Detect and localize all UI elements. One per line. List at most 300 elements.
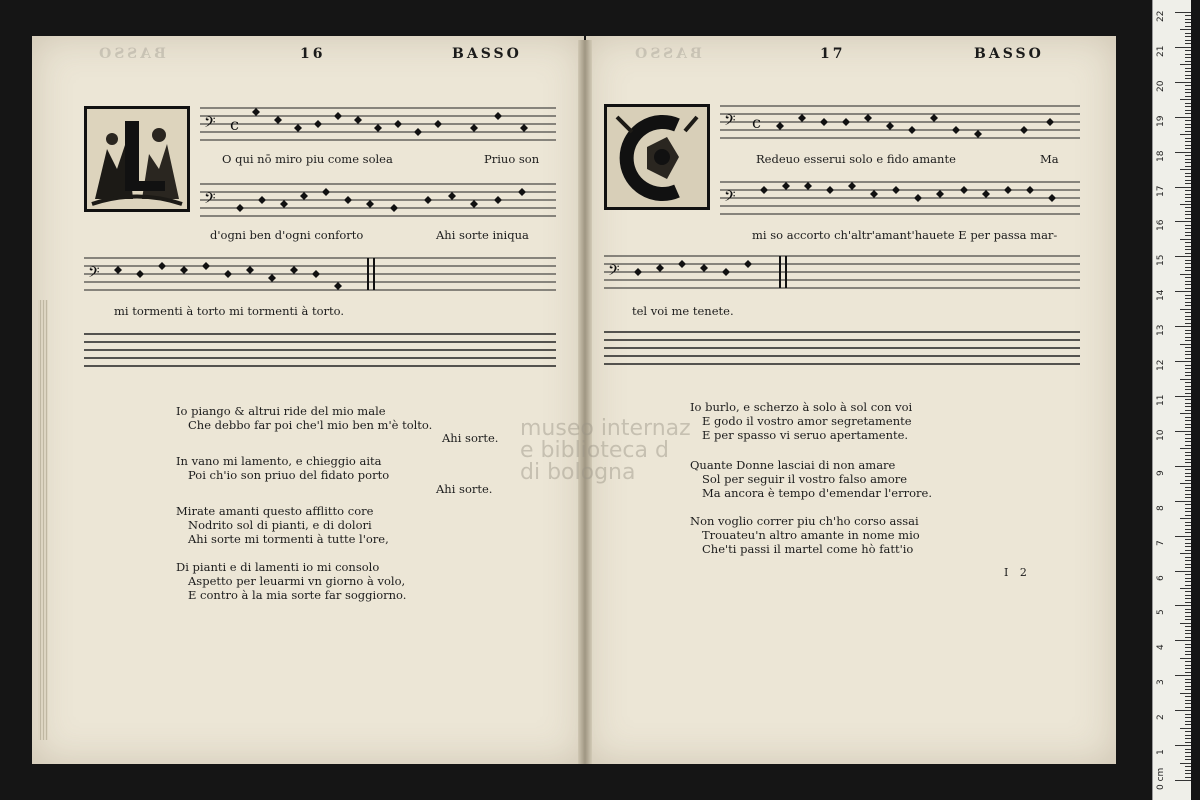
verse-line: Che debbo far poi che'l mio ben m'è tolto.: [188, 418, 433, 432]
museum-watermark: museo internaz e biblioteca d di bologna: [520, 416, 691, 485]
right-part-label: BASSO: [974, 46, 1044, 62]
ruler-tick: [1185, 672, 1191, 673]
ruler-tick: [1185, 612, 1191, 613]
svg-text:𝄢: 𝄢: [88, 264, 100, 285]
ruler-tick: [1185, 490, 1191, 491]
ruler-tick: [1185, 393, 1191, 394]
ruler-tick: [1180, 763, 1191, 764]
ruler-tick: [1185, 724, 1191, 725]
signature-mark: I 2: [1004, 566, 1031, 579]
ruler-tick: [1185, 564, 1191, 565]
ruler-tick: [1185, 731, 1191, 732]
woodcut-initial-c: [604, 104, 710, 210]
ruler-label: 10: [1156, 429, 1166, 441]
left-part-label: BASSO: [452, 46, 522, 62]
ruler-tick: [1185, 689, 1191, 690]
bleed-through-header-right: BASSO: [632, 46, 702, 62]
ruler-label: 2: [1156, 714, 1166, 721]
ruler-tick: [1175, 221, 1191, 222]
verse-line: Di pianti e di lamenti io mi consolo: [176, 560, 380, 574]
music-staff: [720, 102, 1080, 142]
ruler-tick: [1185, 96, 1191, 97]
ruler-label: 13: [1156, 324, 1166, 337]
ruler-tick: [1185, 180, 1191, 181]
ruler-tick: [1185, 679, 1191, 680]
ruler-tick: [1185, 508, 1191, 509]
svg-text:c: c: [230, 115, 239, 134]
ruler-tick: [1180, 344, 1191, 345]
ruler-tick: [1185, 71, 1191, 72]
music-staff: [720, 178, 1080, 218]
verse-refrain: Ahi sorte.: [436, 482, 493, 496]
ruler-tick: [1185, 742, 1191, 743]
ruler-tick: [1185, 113, 1191, 114]
ruler-label: 16: [1156, 220, 1166, 232]
ruler-tick: [1185, 15, 1191, 16]
ruler-label: 6: [1156, 574, 1166, 581]
ruler-tick: [1180, 658, 1191, 659]
ruler-tick: [1185, 141, 1191, 142]
verse-stanza: [690, 400, 912, 442]
verse-line: Poi ch'io son priuo del fidato porto: [188, 468, 390, 482]
ruler-tick: [1185, 127, 1191, 128]
ruler-tick: [1185, 721, 1191, 722]
ruler-tick: [1175, 431, 1191, 432]
ruler-tick: [1185, 40, 1191, 41]
ruler-tick: [1185, 717, 1191, 718]
verse-line: Io burlo, e scherzo à solo à sol con voi: [690, 400, 913, 414]
ruler-tick: [1185, 462, 1191, 463]
ruler-tick: [1185, 665, 1191, 666]
ruler-tick: [1185, 173, 1191, 174]
ruler-label: 19: [1156, 115, 1166, 127]
ruler-tick: [1180, 518, 1191, 519]
ruler-tick: [1185, 298, 1191, 299]
svg-text:𝄢: 𝄢: [608, 262, 620, 283]
ruler-label: 3: [1156, 679, 1166, 686]
ruler-label: 8: [1156, 504, 1166, 511]
ruler-tick: [1185, 43, 1191, 44]
ruler-tick: [1185, 459, 1191, 460]
ruler-tick: [1185, 752, 1191, 753]
ruler-tick: [1185, 232, 1191, 233]
right-page-number: 17: [820, 46, 846, 62]
ruler-tick: [1185, 330, 1191, 331]
ruler-tick: [1185, 183, 1191, 184]
ruler-tick: [1185, 347, 1191, 348]
ruler-tick: [1185, 312, 1191, 313]
ruler-tick: [1185, 228, 1191, 229]
ruler-tick: [1185, 351, 1191, 352]
verse-line: E godo il vostro amor segretamente: [702, 414, 912, 428]
lyric-line: tel voi me tenete.: [632, 304, 734, 318]
ruler-tick: [1175, 536, 1191, 537]
ruler-tick: [1185, 85, 1191, 86]
lyric-line: Ahi sorte iniqua: [436, 228, 529, 242]
ruler-tick: [1185, 148, 1191, 149]
ruler-tick: [1185, 365, 1191, 366]
ruler-tick: [1185, 550, 1191, 551]
verse-line: E per spasso vi seruo apertamente.: [702, 428, 909, 442]
music-staff: [604, 252, 1080, 292]
ruler-tick: [1185, 686, 1191, 687]
verse-line: Mirate amanti questo afflitto core: [176, 504, 374, 518]
book-gutter: [578, 40, 592, 764]
ruler-tick: [1185, 92, 1191, 93]
ruler-tick: [1185, 410, 1191, 411]
ruler-tick: [1185, 211, 1191, 212]
page-edges: [38, 300, 48, 740]
ruler-tick: [1185, 633, 1191, 634]
ruler-label: 14: [1156, 289, 1166, 302]
ruler-tick: [1185, 735, 1191, 736]
ruler-tick: [1185, 103, 1191, 104]
ruler-tick: [1185, 455, 1191, 456]
measuring-ruler: [1152, 0, 1191, 800]
ruler-tick: [1185, 651, 1191, 652]
ruler-tick: [1185, 288, 1191, 289]
ruler-tick: [1180, 379, 1191, 380]
ruler-tick: [1185, 560, 1191, 561]
ruler-tick: [1180, 413, 1191, 414]
ruler-tick: [1185, 532, 1191, 533]
ruler-tick: [1185, 323, 1191, 324]
staff-notation: [604, 252, 1080, 292]
ruler-tick: [1185, 389, 1191, 390]
ruler-tick: [1185, 543, 1191, 544]
ruler-tick: [1185, 375, 1191, 376]
ruler-tick: [1185, 218, 1191, 219]
ruler-tick: [1185, 480, 1191, 481]
left-page-number: 16: [300, 46, 326, 62]
ruler-tick: [1175, 640, 1191, 641]
svg-text:𝄢: 𝄢: [204, 190, 216, 211]
verse-line: Che'ti passi il martel come hò fatt'io: [702, 542, 914, 556]
svg-text:c: c: [752, 113, 761, 132]
ruler-tick: [1185, 619, 1191, 620]
music-staff: [200, 104, 556, 144]
ruler-tick: [1185, 281, 1191, 282]
ruler-tick: [1180, 169, 1191, 170]
ruler-tick: [1185, 602, 1191, 603]
ruler-tick: [1185, 424, 1191, 425]
ruler-tick: [1185, 578, 1191, 579]
verse-line: Ahi sorte mi tormenti à tutte l'ore,: [188, 532, 389, 546]
ruler-tick: [1175, 605, 1191, 606]
lyric-line: Redeuo esserui solo e fido amante: [756, 152, 956, 166]
ruler-tick: [1185, 403, 1191, 404]
ruler-tick: [1185, 33, 1191, 34]
ruler-label: 11: [1156, 394, 1166, 406]
lyric-line: d'ogni ben d'ogni conforto: [210, 228, 364, 242]
verse-line: Nodrito sol di pianti, e di dolori: [188, 518, 372, 532]
ruler-tick: [1185, 406, 1191, 407]
ruler-tick: [1185, 644, 1191, 645]
ruler-tick: [1185, 340, 1191, 341]
ruler-tick: [1185, 581, 1191, 582]
music-staff: [200, 180, 556, 220]
ruler-tick: [1185, 131, 1191, 132]
ruler-label: 7: [1156, 539, 1166, 546]
empty-staff: [84, 330, 556, 370]
ruler-tick: [1185, 319, 1191, 320]
ruler-tick: [1180, 693, 1191, 694]
ruler-tick: [1185, 386, 1191, 387]
woodcut-initial-l: [84, 106, 190, 212]
ruler-tick: [1185, 714, 1191, 715]
ruler-tick: [1180, 274, 1191, 275]
ruler-tick: [1185, 155, 1191, 156]
ruler-tick: [1185, 68, 1191, 69]
ruler-tick: [1185, 263, 1191, 264]
lyric-line: mi tormenti à torto mi tormenti à torto.: [114, 304, 345, 318]
ruler-tick: [1175, 710, 1191, 711]
ruler-label: 9: [1156, 470, 1166, 476]
ruler-tick: [1185, 358, 1191, 359]
ruler-tick: [1180, 134, 1191, 135]
ruler-label: 18: [1156, 150, 1166, 162]
staff-notation: [200, 104, 556, 144]
verse-line: Trouateu'n altro amante in nome mio: [702, 528, 920, 542]
music-staff: [84, 254, 556, 294]
empty-staff: [604, 328, 1080, 368]
ruler-tick: [1185, 511, 1191, 512]
ruler-tick: [1175, 780, 1191, 781]
svg-text:𝄢: 𝄢: [724, 112, 736, 133]
ruler-tick: [1185, 756, 1191, 757]
ruler-tick: [1175, 12, 1191, 13]
ruler-tick: [1185, 214, 1191, 215]
verse-line: Io piango & altrui ride del mio male: [176, 404, 386, 418]
verse-stanza: [690, 514, 920, 556]
ruler-tick: [1185, 106, 1191, 107]
ruler-tick: [1175, 361, 1191, 362]
ruler-tick: [1180, 483, 1191, 484]
ruler-tick: [1185, 316, 1191, 317]
ruler-tick: [1185, 682, 1191, 683]
verse-line: Aspetto per leuarmi vn giorno à volo,: [188, 574, 406, 588]
ruler-tick: [1180, 623, 1191, 624]
ruler-tick: [1185, 260, 1191, 261]
ruler-tick: [1185, 235, 1191, 236]
ruler-tick: [1185, 529, 1191, 530]
ruler-tick: [1185, 162, 1191, 163]
verse-line: Sol per seguir il vostro falso amore: [702, 472, 908, 486]
ruler-tick: [1180, 728, 1191, 729]
ruler-tick: [1185, 494, 1191, 495]
ruler-tick: [1185, 427, 1191, 428]
ruler-tick: [1185, 703, 1191, 704]
ruler-tick: [1185, 626, 1191, 627]
verse-line: Quante Donne lasciai di non amare: [690, 458, 896, 472]
ruler-tick: [1185, 630, 1191, 631]
verse-line: Ma ancora è tempo d'emendar l'errore.: [702, 486, 932, 500]
ruler-tick: [1185, 766, 1191, 767]
ruler-tick: [1175, 326, 1191, 327]
ruler-tick: [1175, 47, 1191, 48]
verse-stanza: [176, 454, 389, 482]
ruler-tick: [1180, 588, 1191, 589]
ruler-tick: [1185, 337, 1191, 338]
ruler-tick: [1185, 441, 1191, 442]
ruler-tick: [1185, 668, 1191, 669]
ruler-tick: [1185, 249, 1191, 250]
ruler-tick: [1185, 469, 1191, 470]
ruler-tick: [1175, 501, 1191, 502]
ruler-tick: [1185, 75, 1191, 76]
ruler-tick: [1185, 522, 1191, 523]
ruler-tick: [1185, 585, 1191, 586]
ruler-tick: [1180, 448, 1191, 449]
ruler-tick: [1185, 145, 1191, 146]
staff-notation: [720, 102, 1080, 142]
ruler-tick: [1185, 176, 1191, 177]
ruler-tick: [1185, 368, 1191, 369]
ruler-tick: [1175, 675, 1191, 676]
ruler-tick: [1185, 138, 1191, 139]
ruler-tick: [1185, 89, 1191, 90]
ruler-tick: [1185, 476, 1191, 477]
ruler-label: 4: [1156, 644, 1166, 651]
ruler-tick: [1185, 50, 1191, 51]
ruler-tick: [1175, 571, 1191, 572]
ruler-tick: [1185, 661, 1191, 662]
ruler-tick: [1175, 745, 1191, 746]
ruler-tick: [1185, 417, 1191, 418]
ruler-tick: [1185, 354, 1191, 355]
ruler-tick: [1185, 707, 1191, 708]
ruler-tick: [1185, 515, 1191, 516]
ruler-tick: [1185, 61, 1191, 62]
ruler-tick: [1175, 82, 1191, 83]
ruler-tick: [1185, 738, 1191, 739]
ruler-tick: [1185, 445, 1191, 446]
ruler-tick: [1185, 487, 1191, 488]
ruler-tick: [1185, 438, 1191, 439]
ruler-tick: [1185, 574, 1191, 575]
ruler-tick: [1185, 773, 1191, 774]
ruler-tick: [1185, 637, 1191, 638]
ruler-tick: [1185, 207, 1191, 208]
ruler-tick: [1185, 120, 1191, 121]
verse-stanza: [176, 560, 406, 602]
ruler-tick: [1185, 159, 1191, 160]
ruler-tick: [1185, 19, 1191, 20]
ruler-tick: [1185, 267, 1191, 268]
ruler-tick: [1175, 396, 1191, 397]
ruler-tick: [1185, 497, 1191, 498]
ruler-tick: [1185, 696, 1191, 697]
ruler-tick: [1185, 525, 1191, 526]
ruler-tick: [1185, 452, 1191, 453]
verse-stanza: [690, 458, 932, 500]
ruler-tick: [1185, 420, 1191, 421]
ruler-tick: [1185, 295, 1191, 296]
ruler-tick: [1185, 557, 1191, 558]
ruler-tick: [1175, 466, 1191, 467]
ruler-tick: [1185, 166, 1191, 167]
ruler-label: 12: [1156, 359, 1166, 372]
ruler-tick: [1185, 253, 1191, 254]
ruler-label: 5: [1156, 609, 1166, 616]
ruler-tick: [1185, 225, 1191, 226]
ruler-tick: [1185, 504, 1191, 505]
ruler-tick: [1185, 777, 1191, 778]
ruler-tick: [1185, 110, 1191, 111]
svg-text:𝄢: 𝄢: [724, 188, 736, 209]
verse-line: E contro à la mia sorte far soggiorno.: [188, 588, 407, 602]
lyric-line: mi so accorto ch'altr'amant'hauete E per passa mar-: [752, 228, 1058, 242]
ruler-tick: [1185, 22, 1191, 23]
ruler-label: 17: [1156, 185, 1166, 197]
ruler-tick: [1185, 770, 1191, 771]
ruler-tick: [1185, 284, 1191, 285]
ruler-label: 15: [1156, 254, 1166, 267]
ruler-tick: [1185, 302, 1191, 303]
ruler-tick: [1180, 239, 1191, 240]
lyric-line: Priuo son: [484, 152, 540, 166]
ruler-tick: [1185, 57, 1191, 58]
ruler-tick: [1185, 399, 1191, 400]
ruler-label: 0 cm: [1156, 767, 1166, 790]
ruler-tick: [1180, 29, 1191, 30]
ruler-tick: [1185, 194, 1191, 195]
verse-stanza: [176, 504, 389, 546]
ruler-tick: [1185, 333, 1191, 334]
ruler-tick: [1185, 567, 1191, 568]
ruler-tick: [1185, 700, 1191, 701]
staff-notation: [84, 254, 556, 294]
ruler-tick: [1185, 382, 1191, 383]
ruler-tick: [1185, 242, 1191, 243]
ruler-tick: [1185, 591, 1191, 592]
ruler-tick: [1185, 246, 1191, 247]
verse-line: Non voglio correr piu ch'ho corso assai: [690, 514, 919, 528]
ruler-tick: [1185, 26, 1191, 27]
ruler-tick: [1185, 54, 1191, 55]
ruler-tick: [1185, 78, 1191, 79]
ruler-tick: [1185, 305, 1191, 306]
ruler-tick: [1185, 201, 1191, 202]
ruler-tick: [1180, 99, 1191, 100]
ruler-tick: [1185, 598, 1191, 599]
ruler-tick: [1180, 64, 1191, 65]
verse-stanza: [176, 404, 432, 432]
ruler-tick: [1175, 291, 1191, 292]
ruler-tick: [1175, 256, 1191, 257]
ruler-label: 1: [1156, 749, 1166, 756]
ruler-tick: [1185, 473, 1191, 474]
svg-text:𝄢: 𝄢: [204, 114, 216, 135]
lyric-line: Ma: [1040, 152, 1059, 166]
ruler-tick: [1185, 270, 1191, 271]
ruler-tick: [1180, 553, 1191, 554]
ruler-tick: [1185, 197, 1191, 198]
ruler-tick: [1180, 204, 1191, 205]
ruler-label: 20: [1156, 80, 1166, 92]
ruler-tick: [1185, 372, 1191, 373]
ruler-tick: [1185, 36, 1191, 37]
ruler-tick: [1175, 117, 1191, 118]
staff-notation: [200, 180, 556, 220]
ruler-tick: [1185, 647, 1191, 648]
verse-line: In vano mi lamento, e chieggio aita: [176, 454, 382, 468]
ruler-label: 22: [1156, 10, 1166, 22]
ruler-tick: [1185, 539, 1191, 540]
ruler-tick: [1185, 749, 1191, 750]
ruler-label: 21: [1156, 45, 1166, 57]
ruler-tick: [1185, 546, 1191, 547]
